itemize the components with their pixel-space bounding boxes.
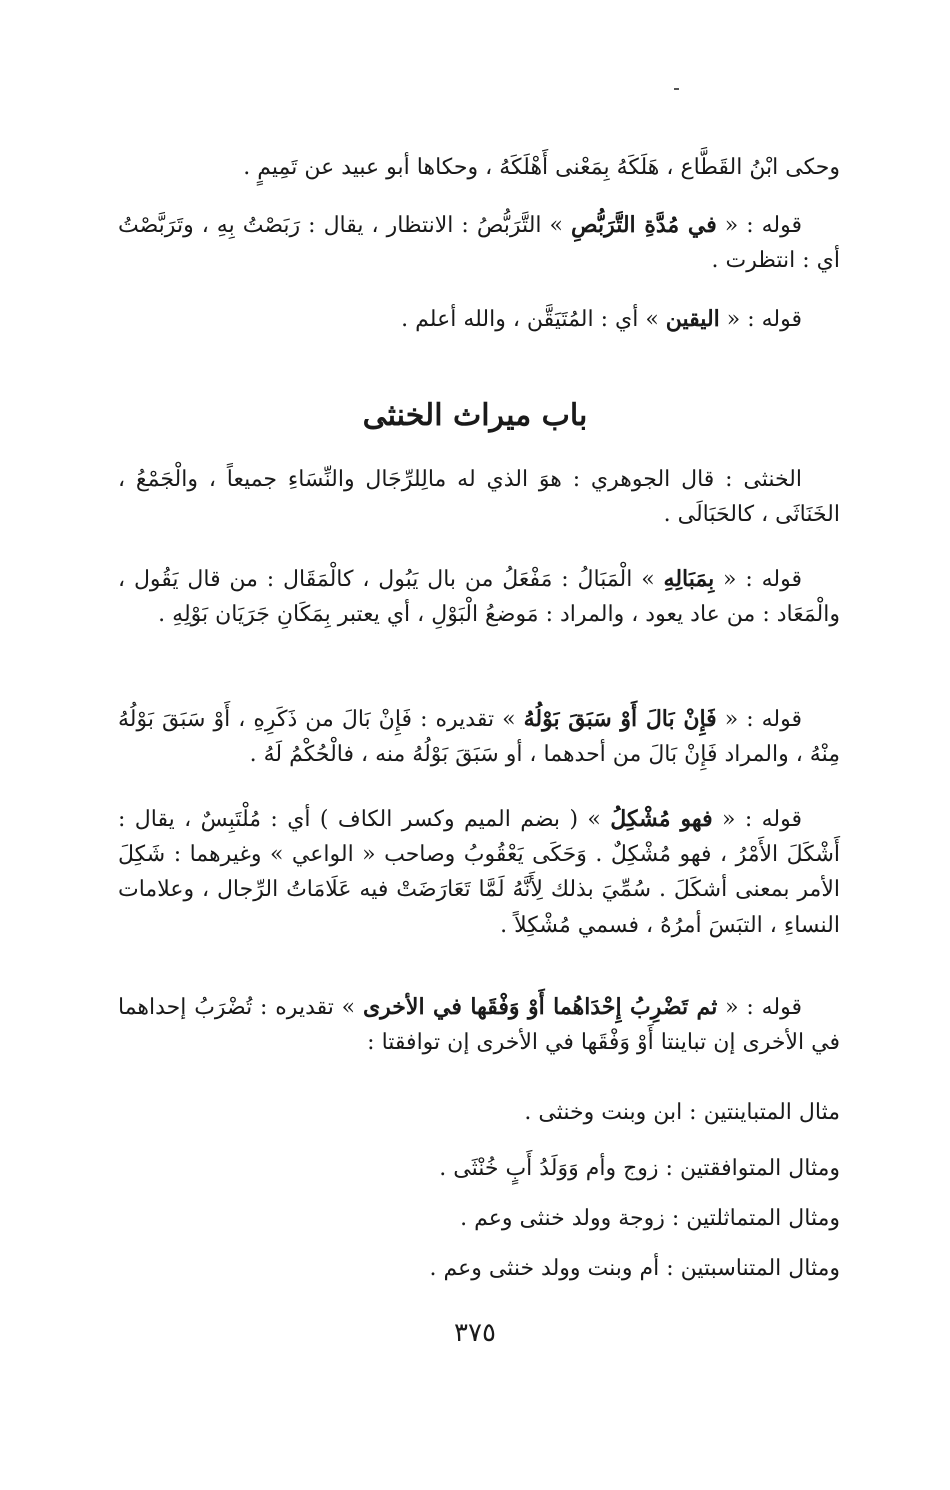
scan-mark (674, 88, 679, 90)
example-line: ومثال المتماثلتين : زوجة وولد خنثى وعم . (460, 1206, 840, 1231)
paragraph-in-bala (118, 702, 840, 772)
paragraph-text: وحكى ابْنُ القَطَّاع ، هَلَكَهُ بِمَعْنى أَهْلَكَهُ ، وحكاها أبو عبيد عن تَمِيمٍ . (243, 155, 840, 180)
quoted-term: ثم تَضْرِبُ إِحْدَاهُما أَوْ وَفْقَها في الأخرى (362, 994, 718, 1020)
paragraph-tadrib (118, 990, 840, 1060)
paragraph-text: » الْمَبَالُ : مَفْعَلُ من بال يَبُول ، كالْمَقَال : من قال يَقُول ، والْمَعَاد : من عاد يعود ، والمراد : مَوضعُ الْبَوْلِ ، أي يعتبر بِمَكَانِ جَرَيَان بَوْلِهِ . (118, 567, 840, 628)
quoted-term: اليقين (665, 306, 720, 332)
paragraph-hilk (118, 150, 840, 185)
example-line: مثال المتباينتين : ابن وبنت وخنثى . (524, 1100, 840, 1125)
paragraph-text: الخنثى : قال الجوهري : هوَ الذي له مالِلرِّجَال والنِّسَاءِ جميعاً ، والْجَمْعُ ، الخَنَاثَى ، كالحَبَالَى . (118, 467, 840, 528)
example-line: ومثال المتوافقتين : زوج وأم وَوَلَدُ أَبٍ خُنْثَى . (439, 1156, 840, 1181)
paragraph-mushkil (118, 802, 840, 943)
page-number: ٣٧٥ (454, 1318, 496, 1348)
paragraph-prefix: قوله : « (719, 307, 802, 332)
paragraph-text: » التَّرَبُّصُ : الانتظار ، يقال : رَبَصْتُ بِهِ ، وتَرَبَّصْتُ أي : انتظرت . (118, 213, 840, 274)
paragraph-text: » أي : المُتَيَقَّن ، والله أعلم . (401, 307, 666, 332)
example-line: ومثال المتناسبتين : أم وبنت وولد خنثى وعم . (429, 1256, 840, 1281)
paragraph-prefix: قوله : « (716, 213, 803, 238)
paragraph-text: » تقديره : فَإِنْ بَالَ من ذَكَرِهِ ، أَوْ سَبَقَ بَوْلُهُ مِنْهُ ، والمراد فَإِنْ بَالَ من أحدهما ، أو سَبَقَ بَوْلُهُ منه ، فالْحُكْمُ لَهُ . (118, 707, 840, 768)
quoted-term: فَإِنْ بَالَ أَوْ سَبَقَ بَوْلُهُ (523, 706, 717, 732)
paragraph-prefix: قوله : « (716, 707, 803, 732)
paragraph-prefix: قوله : « (712, 807, 803, 832)
paragraph-prefix: قوله : « (714, 567, 802, 592)
paragraph-prefix: قوله : « (717, 995, 803, 1020)
chapter-title: باب ميراث الخنثى (362, 398, 588, 433)
paragraph-text: » ( بضم الميم وكسر الكاف ) أي : مُلْتَبِسٌ ، يقال : أَشْكَلَ الأَمْرُ ، فهو مُشْكِلٌ . وَحَكَى يَعْقُوبُ وصاحب « الواعي » وغيرهما : شَكِلَ الأمر بمعنى أشكَلَ . سُمِّيَ بذلك لِأَنَّهُ لَمَّا تَعَارَضَتْ فيه عَلَامَاتُ الرِّجال ، وعلامات النساءِ ، التبَسَ أمرُهُ ، فسمي مُشْكِلاً . (118, 807, 840, 938)
quoted-term: بِمَبَالِهِ (663, 566, 715, 592)
quoted-term: فهو مُشْكِلُ (610, 806, 713, 832)
paragraph-text: » تقديره : تُضْرَبُ إحداهما في الأخرى إن تباينتا أَوْ وَفْقَها في الأخرى إن توافقتا : (118, 995, 840, 1056)
paragraph-mabal (118, 562, 840, 632)
paragraph-yaqin (118, 302, 840, 337)
quoted-term: في مُدَّةِ التَّرَبُّصِ (571, 212, 717, 238)
paragraph-khuntha-definition (118, 462, 840, 532)
paragraph-tarabbus (118, 208, 840, 278)
